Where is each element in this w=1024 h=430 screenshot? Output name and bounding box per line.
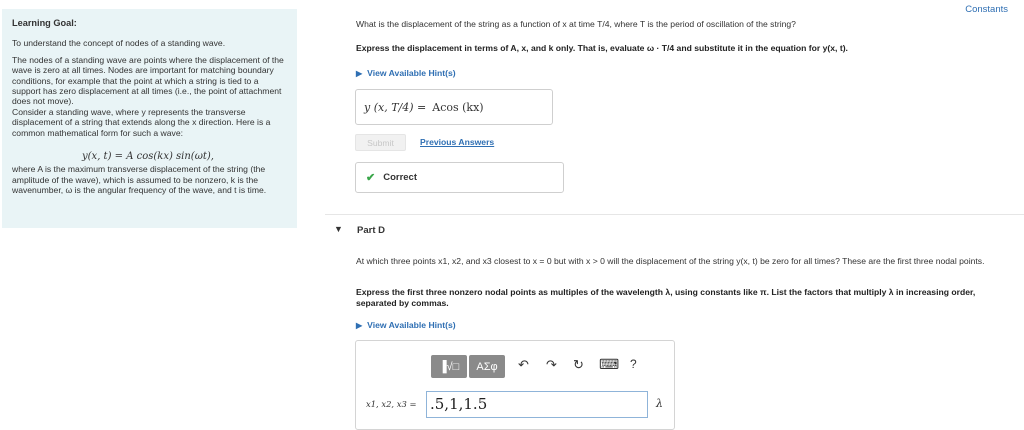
standing-wave-formula: y(x, t) = A cos(kx) sin(ωt),	[82, 151, 214, 163]
undo-icon[interactable]: ↶	[518, 357, 529, 372]
part-d-title[interactable]: Part D	[357, 225, 385, 236]
learning-goal-panel	[2, 9, 297, 228]
part-d-answer-label: x1, x2, x3 =	[366, 399, 417, 409]
wavelength-unit: λ	[656, 397, 663, 410]
redo-icon[interactable]: ↷	[546, 357, 557, 372]
symbols-icon: ΑΣφ	[476, 360, 498, 373]
learning-goal-intro: To understand the concept of nodes of a standing wave.	[12, 38, 226, 49]
template-button[interactable]	[431, 355, 467, 378]
expand-triangle-icon: ▶	[356, 321, 363, 330]
collapse-triangle-icon[interactable]: ▼	[334, 224, 343, 234]
templates-icon: ▐√□	[438, 360, 460, 373]
learning-goal-para2: Consider a standing wave, where y represents the transverse displacement of a string that extends along the x direction. Here is a common mathematical form for such a wave:	[12, 106, 271, 138]
checkmark-icon: ✔	[366, 172, 376, 184]
help-button[interactable]: ?	[630, 357, 637, 371]
part-d-instruction: Express the first three nonzero nodal points as multiples of the wavelength λ, using constants like π. List the factors that multiply λ in increasing order, separated by commas.	[356, 287, 976, 308]
part-c-answer-box	[355, 89, 553, 125]
keyboard-icon[interactable]: ⌨	[599, 356, 620, 372]
part-d-hints-label: View Available Hint(s)	[367, 320, 456, 330]
reset-icon[interactable]: ↻	[573, 357, 584, 372]
part-c-hints-label: View Available Hint(s)	[367, 68, 456, 78]
part-d-question: At which three points x1, x2, and x3 closest to x = 0 but with x > 0 will the displacement of the string y(x, t) be zero for all times? These are the first three nodal points.	[356, 256, 985, 266]
expand-triangle-icon: ▶	[356, 69, 363, 78]
part-d-answer-area	[355, 340, 675, 430]
learning-goal-para3: where A is the maximum transverse displacement of the string (the amplitude of the wave), which is assumed to be nonzero, k is the wavenumber, ω is the angular frequency of the wave, and t is time.	[12, 164, 267, 196]
part-c-hints-link[interactable]	[356, 68, 456, 78]
submit-button[interactable]: Submit	[355, 134, 406, 151]
part-d-hints-link[interactable]	[356, 320, 456, 330]
part-c-question: What is the displacement of the string as a function of x at time T/4, where T is the period of oscillation of the string?	[356, 19, 796, 29]
previous-answers-link[interactable]: Previous Answers	[420, 137, 495, 147]
part-c-answer-value: Acos (kx)	[432, 100, 484, 114]
constants-link[interactable]: Constants	[965, 4, 1008, 15]
section-divider	[325, 214, 1024, 215]
part-c-instruction: Express the displacement in terms of A, x, and k only. That is, evaluate ω · T/4 and substitute it in the equation for y(x, t).	[356, 43, 848, 53]
learning-goal-title: Learning Goal:	[12, 18, 77, 28]
part-c-answer-lhs: y (x, T/4) =	[364, 100, 427, 114]
correct-feedback	[355, 162, 564, 193]
correct-label: Correct	[383, 172, 418, 183]
part-d-answer-input[interactable]: .5,1,1.5	[426, 391, 648, 418]
symbols-button[interactable]	[469, 355, 505, 378]
learning-goal-para1: The nodes of a standing wave are points where the displacement of the wave is zero at all times. Nodes are important for matching boundary conditions, for example that the point at which a string is tied to a support has zero displacement at all times (i.e., the point of attachment does not move).	[12, 54, 284, 107]
